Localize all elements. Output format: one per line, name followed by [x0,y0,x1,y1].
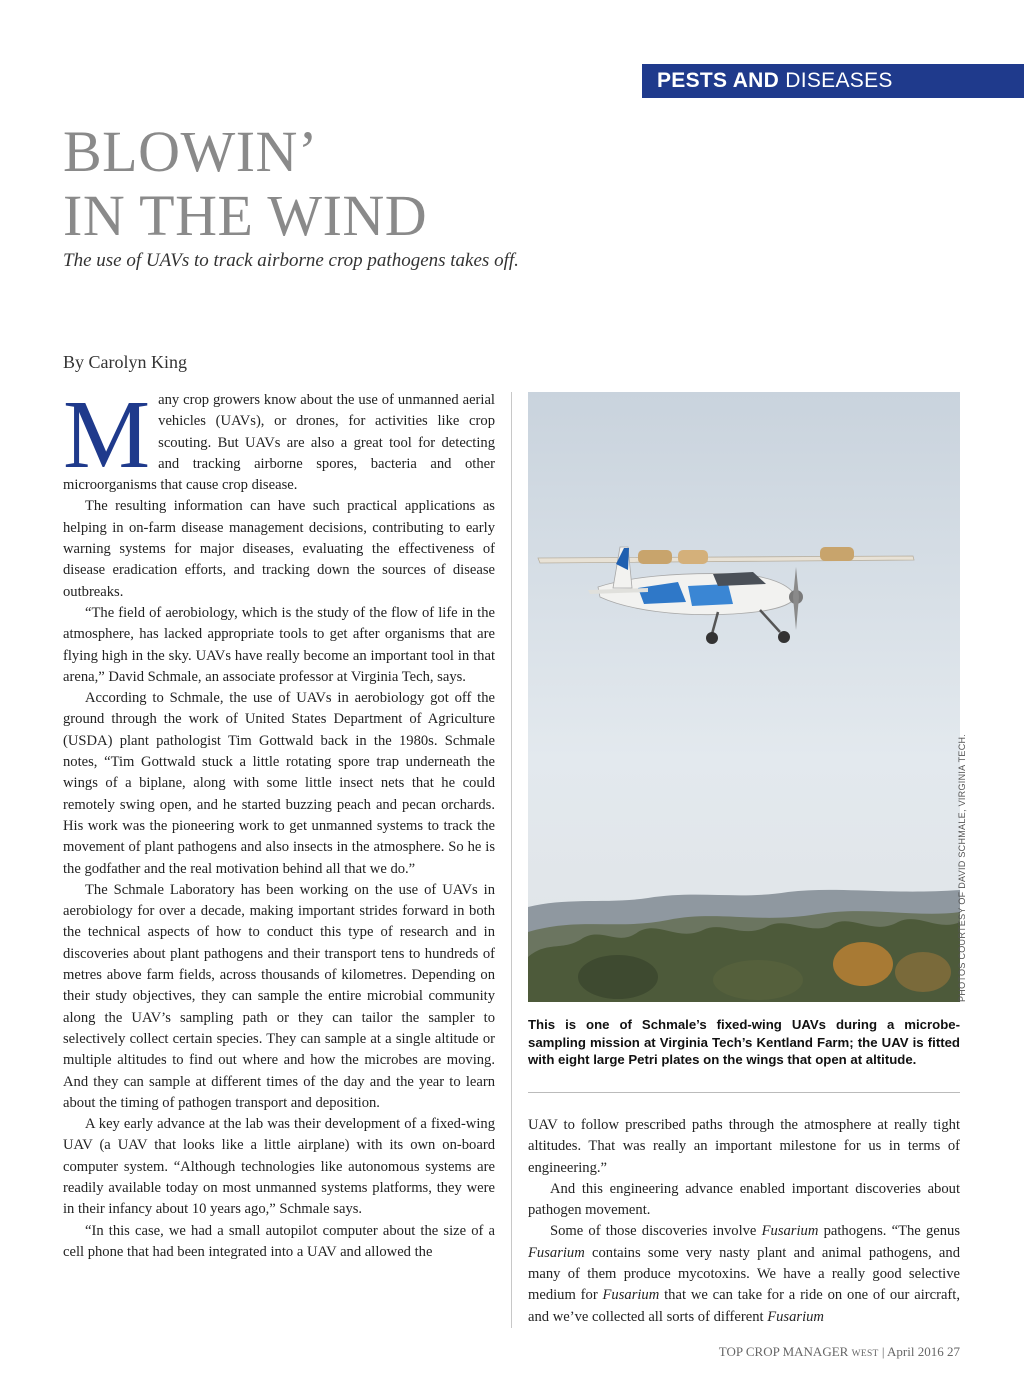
paragraph-4: According to Schmale, the use of UAVs in aerobiology got off the ground through the work of United States Department of Agriculture (USDA) plant pathologist Tim Gottwald back in the 1980s. Schmale notes, “Tim Gottwald stuck a little rotating spore trap underneath the wings of a biplane, along with some little insect nets that he could remotely swing open, and he started buzzing peach and pecan orchards. His work was the pioneering work to get unmanned systems to track the movement of plant pathogens and also insects in the atmosphere. So he is the godfather and the real motivation behind all that we do.” [63,690,495,877]
paragraph-5: The Schmale Laboratory has been working on the use of UAVs in aerobiology for over a decade, making important strides forward in both the technical aspects of how to conduct this type of research and in discoveries about plant pathogens and their transport tens to hundreds of metres above farm fields, across thousands of kilometres. Depending on their study objectives, they can sample the entire microbial community along the UAV’s sampling path or they can tailor the sampler to selectively collect certain species. They can sample at a single altitude or multiple altitudes to find out where and how the microbes are moving. And they can sample at different times of the day and the year to learn about the timing of pathogen transport and deposition. [63,881,495,1111]
footer-edition: WEST [851,1349,879,1359]
title-line-1: BLOWIN’ [63,119,318,184]
right-paragraph-2: And this engineering advance enabled important discoveries about pathogen movement. [528,1180,960,1219]
uav-photo-illustration [528,392,960,1002]
right-p3-text-c: contains some very nasty plant and animal pathogens, and many of them produce mycotoxins. We have a really good selective medium for [528,1244,960,1304]
paragraph-2: The resulting information can have such practical applications as helping in on-farm disease management decisions, contributing to early warning systems for major diseases, evaluating the effectiveness of disease eradication efforts, and tracking down the sources of disease outbreaks. [63,498,495,600]
uav-photo [528,392,960,1002]
photo-credit: PHOTOS COURTESY OF DAVID SCHMALE, VIRGINIA TECH. [957,733,967,1002]
column-divider [511,392,512,1328]
italic-fusarium-2: Fusarium [528,1244,585,1261]
italic-fusarium-1: Fusarium [761,1223,819,1240]
caption-divider [528,1092,960,1093]
footer-separator: | [881,1344,885,1359]
right-paragraph-1: UAV to follow prescribed paths through the atmosphere at really tight altitudes. That was really an important milestone for us in terms of engineering.” [528,1117,960,1176]
right-p3-text-b: pathogens. “The genus [818,1223,960,1240]
article-title [63,120,427,248]
right-paragraph-3 [528,1221,960,1327]
article-deck: The use of UAVs to track airborne crop pathogens takes off. [63,250,519,271]
footer-issue: April 2016 [887,1344,944,1359]
footer-publication: TOP CROP MANAGER [718,1344,849,1359]
right-column [528,1115,960,1328]
italic-fusarium-3: Fusarium [602,1287,660,1304]
page-footer [719,1344,960,1360]
paragraph-7: “In this case, we had a small autopilot computer about the size of a cell phone that had been integrated into a UAV and allowed the [63,1222,495,1260]
left-column [63,381,495,1263]
right-p3-text-a: Some of those discoveries involve [550,1223,762,1240]
right-p3-text-d: that we can take for a ride on one of our aircraft, and we’ve collected all sorts of different [528,1287,960,1325]
paragraph-6: A key early advance at the lab was their development of a fixed-wing UAV (a UAV that looks like a little airplane) with its own on-board computer system. “Although technologies like autonomous systems are readily available today on most unmanned systems platforms, they were in their infancy about 10 years ago,” Schmale says. [63,1116,495,1218]
byline: By Carolyn King [63,352,187,372]
footer-page-number: 27 [947,1344,960,1359]
section-banner [642,64,1024,98]
drop-cap: M [63,381,151,489]
section-normal: DISEASES [785,69,893,92]
photo-caption: This is one of Schmale’s fixed-wing UAVs during a microbe-sampling mission at Virginia Tech’s Kentland Farm; the UAV is fitted with eight large Petri plates on the wings that open at altitude. [528,1017,960,1067]
paragraph-3: “The field of aerobiology, which is the study of the flow of life in the atmosphere, has lacked appropriate tools to get after organisms that are flying high in the sky. UAVs have really become an important tool in that arena,” David Schmale, an associate professor at Virginia Tech, says. [63,604,495,685]
section-bold: PESTS AND [657,69,780,92]
title-line-2: IN THE WIND [63,183,428,248]
paragraph-1-text: any crop growers know about the use of unmanned aerial vehicles (UAVs), or drones, for activities like crop scouting. But UAVs are also a great tool for detecting and tracking airborne spores, bacteria and other microorganisms that cause crop disease. [63,392,495,494]
paragraph-1 [63,381,495,496]
italic-fusarium-4: Fusarium [767,1308,824,1325]
